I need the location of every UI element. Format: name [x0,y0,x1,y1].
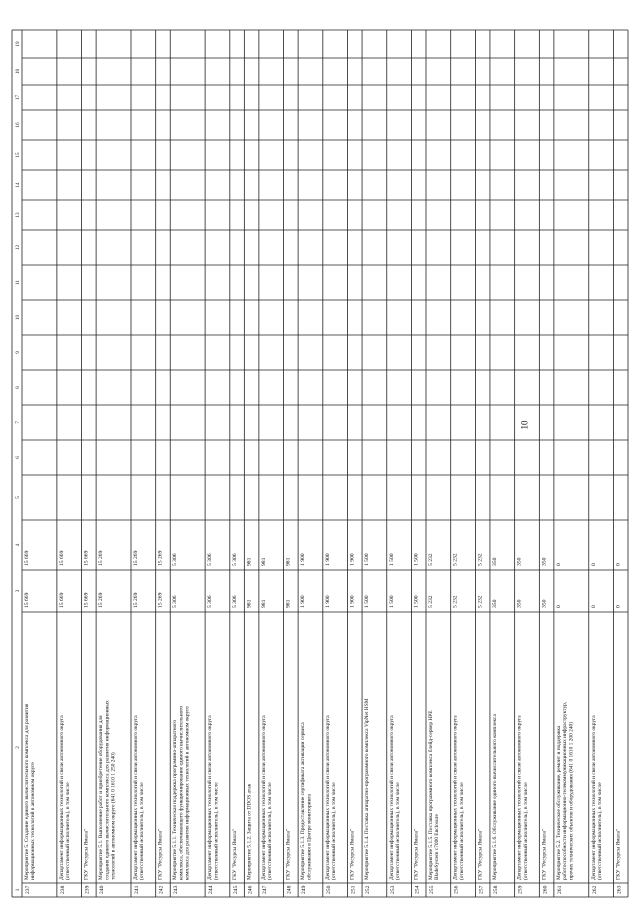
row-number: 239 [84,885,91,894]
row-description: ГКУ "Ресурсы Ямала" [157,828,164,880]
column-header: 12 [15,244,21,251]
row-description: Мероприятие 5.1.1. Техническая поддержка программно-аппаратного [172,719,179,880]
row-description: комплекса для развития информационных технологий в автономном округе [184,706,191,880]
row-description: Мероприятие 5.1.6. Обслуживание единого вычислительного комплекса [491,714,498,880]
value-col3: 1 500 [388,595,395,608]
row-description: Мероприятие 5.1.3. Предоставление сертификата активации сервиса [300,722,307,880]
row-number: 255 [429,885,435,894]
row-description: ГКУ "Ресурсы Ямала" [477,828,484,880]
row-description: обслуживания в Центре мониторинга [306,793,313,880]
row-description: прочих технических объектов и оборудования (641 0 1610 1 200 240) [568,721,575,880]
row-description: Департамент информационных технологий и связи автономного округа [324,715,331,880]
value-col4: 15 269 [98,550,105,566]
value-col4: 5 306 [231,553,238,566]
row-description: комплекса, обеспечивающего функционирование единого вычислительного [178,705,185,880]
row-description: Мероприятие 5.1.4. Поставка аппаратно-программного комплекса VipNet HSM [364,698,371,880]
row-number: 249 [301,885,308,894]
row-description: Мероприятие 5.1.5. Поставка программного комплекса блейд-сервер HPE [428,710,434,880]
column-header: 15 [15,152,21,158]
value-col3: 1 900 [300,595,307,608]
value-col3: 15 669 [58,592,65,608]
row-number: 252 [365,885,372,894]
row-description: Департамент информационных технологий и связи автономного округа [132,715,139,880]
row-description: (ответственный исполнитель), в том числе [458,782,465,880]
row-description: работоспособности информационно-телекоммуникационных инфраструктур, [562,701,569,880]
value-col4: 1 900 [324,553,331,566]
column-header: 17 [15,94,21,101]
row-number: 238 [59,885,66,894]
value-col3: 981 [285,599,292,608]
value-col4: 981 [260,557,267,566]
row-number: 246 [247,885,254,894]
value-col4: 350 [516,557,523,566]
value-col3: 981 [260,599,267,608]
column-header: 18 [15,68,21,75]
column-header: 13 [15,212,21,218]
value-col4: 981 [285,557,292,566]
row-number: 240 [99,885,106,894]
row-description: информационных технологий в автономном округе [30,762,37,880]
value-col4: 0 [555,563,562,566]
value-col4: 5 232 [477,553,484,566]
value-col4: 15 669 [83,550,90,566]
column-header: 7 [15,421,21,424]
row-description: (ответственный исполнитель), в том числе [65,782,72,880]
row-description: ГКУ "Ресурсы Ямала" [615,828,622,880]
row-description: технологий в автономном округе (641 0 1610 1 250 240) [110,752,117,880]
row-description: ГКУ "Ресурсы Ямала" [349,828,356,880]
value-col4: 981 [246,557,253,566]
value-col3: 1 500 [413,595,420,608]
value-col4: 1 900 [349,553,356,566]
row-number: 245 [232,885,239,894]
row-number: 247 [261,885,268,894]
row-number: 241 [133,885,140,894]
row-description: (ответственный исполнитель), в том числе [394,782,401,880]
value-col3: 15 269 [132,592,139,608]
row-number: 258 [492,885,499,894]
value-col4: 5 306 [172,553,179,566]
row-description: ГКУ "Ресурсы Ямала" [83,828,90,880]
column-header: 19 [15,41,21,47]
row-number: 237 [25,885,31,894]
row-description: Департамент информационных технологий и связи автономного округа [590,715,597,880]
value-col4: 5 306 [207,553,214,566]
row-number: 261 [556,885,563,894]
row-description: Департамент информационных технологий и связи автономного округа [388,715,395,880]
row-number: 254 [414,885,421,894]
value-col4: 15 669 [58,550,65,566]
row-description: (ответственный исполнитель), в том числе [596,782,603,880]
value-col3: 350 [541,599,548,608]
row-description: ГКУ "Ресурсы Ямала" [285,828,292,880]
row-number: 260 [542,885,549,894]
value-col3: 15 669 [24,592,30,608]
row-number: 242 [158,885,165,894]
value-col4: 350 [491,557,498,566]
row-number: 262 [591,885,598,894]
row-description: Департамент информационных технологий и связи автономного округа [207,715,214,880]
row-number: 248 [286,885,293,894]
value-col3: 981 [246,599,253,608]
value-col3: 1 900 [324,595,331,608]
value-col4: 1 500 [364,553,371,566]
row-number: 243 [173,885,180,894]
row-description: Департамент информационных технологий и связи автономного округа [58,715,65,880]
row-description: создания единого вычислительного комплекса для развития информационных [104,700,111,880]
value-col3: 5 306 [207,595,214,608]
row-number: 251 [350,885,357,894]
value-col3: 5 306 [172,595,179,608]
row-description: (ответственный исполнитель), в том числе [267,782,274,880]
column-header: 4 [15,543,21,547]
value-col4: 5 232 [428,553,434,566]
row-number: 256 [453,885,460,894]
row-description: ГКУ "Ресурсы Ямала" [231,828,238,880]
value-col3: 1 900 [349,595,356,608]
value-col3: 5 232 [477,595,484,608]
column-header: 6 [15,456,21,459]
value-col3: 5 232 [428,595,434,608]
row-description: (ответственный исполнитель), в том числе [522,782,529,880]
value-col4: 15 669 [24,550,30,566]
value-col3: 5 232 [452,595,459,608]
value-col4: 5 232 [452,553,459,566]
value-col3: 0 [555,605,562,608]
column-header: 3 [15,589,21,593]
row-number: 263 [616,885,623,894]
column-header: 11 [15,280,21,285]
row-description: (ответственный исполнитель), в том числе [331,782,338,880]
value-col3: 350 [516,599,523,608]
column-header: 9 [15,351,21,354]
value-col3: 350 [491,599,498,608]
value-col4: 15 269 [157,550,164,566]
value-col3: 5 306 [231,595,238,608]
row-description: ГКУ "Ресурсы Ямала" [413,828,420,880]
column-header: 10 [15,314,21,321]
row-description: Мероприятие 5. Создание единого вычислительного комплекса для развития [24,703,30,880]
row-description: Департамент информационных технологий и связи автономного округа [452,715,459,880]
column-header: 16 [15,122,21,128]
column-header: 2 [15,746,21,749]
value-col4: 0 [615,563,622,566]
row-description: BladeSystem c7000 Enclosure [434,814,441,880]
row-description: Мероприятие 5.2. Техническое обслуживание, ремонт и поддержка [555,725,562,880]
row-description: ГКУ "Ресурсы Ямала" [541,828,548,880]
column-header: 14 [15,182,21,188]
row-number: 257 [478,885,485,894]
value-col4: 1 900 [300,553,307,566]
value-col4: 15 269 [132,550,139,566]
value-col4: 0 [590,563,597,566]
column-header: 5 [15,496,21,499]
row-number: 244 [208,885,215,894]
row-number: 250 [325,885,332,894]
row-description: Департамент информационных технологий и связи автономного округа [260,715,267,880]
row-description: Департамент информационных технологий и связи автономного округа [516,715,523,880]
value-col4: 1 500 [413,553,420,566]
column-header: 1 [15,888,21,892]
row-description: Мероприятие 5.1.2. Защита от DDOS атак [246,783,253,880]
row-number: 253 [389,885,396,894]
value-col3: 1 500 [364,595,371,608]
value-col4: 1 500 [388,553,395,566]
value-col4: 350 [541,557,548,566]
column-header: 8 [15,386,21,389]
row-description: Мероприятие 5.1. Выполнение работ и приобретение оборудования для [98,715,105,880]
value-col3: 15 669 [83,592,90,608]
value-col3: 0 [615,605,622,608]
table-content [15,41,622,894]
value-col3: 15 269 [157,592,164,608]
value-col3: 15 269 [98,592,105,608]
row-description: (ответственный исполнитель), в том числе [213,782,220,880]
row-number: 259 [517,885,524,894]
value-col3: 0 [590,605,597,608]
page-number: 10 [519,420,530,430]
row-description: (ответственный исполнитель), в том числе [139,782,146,880]
